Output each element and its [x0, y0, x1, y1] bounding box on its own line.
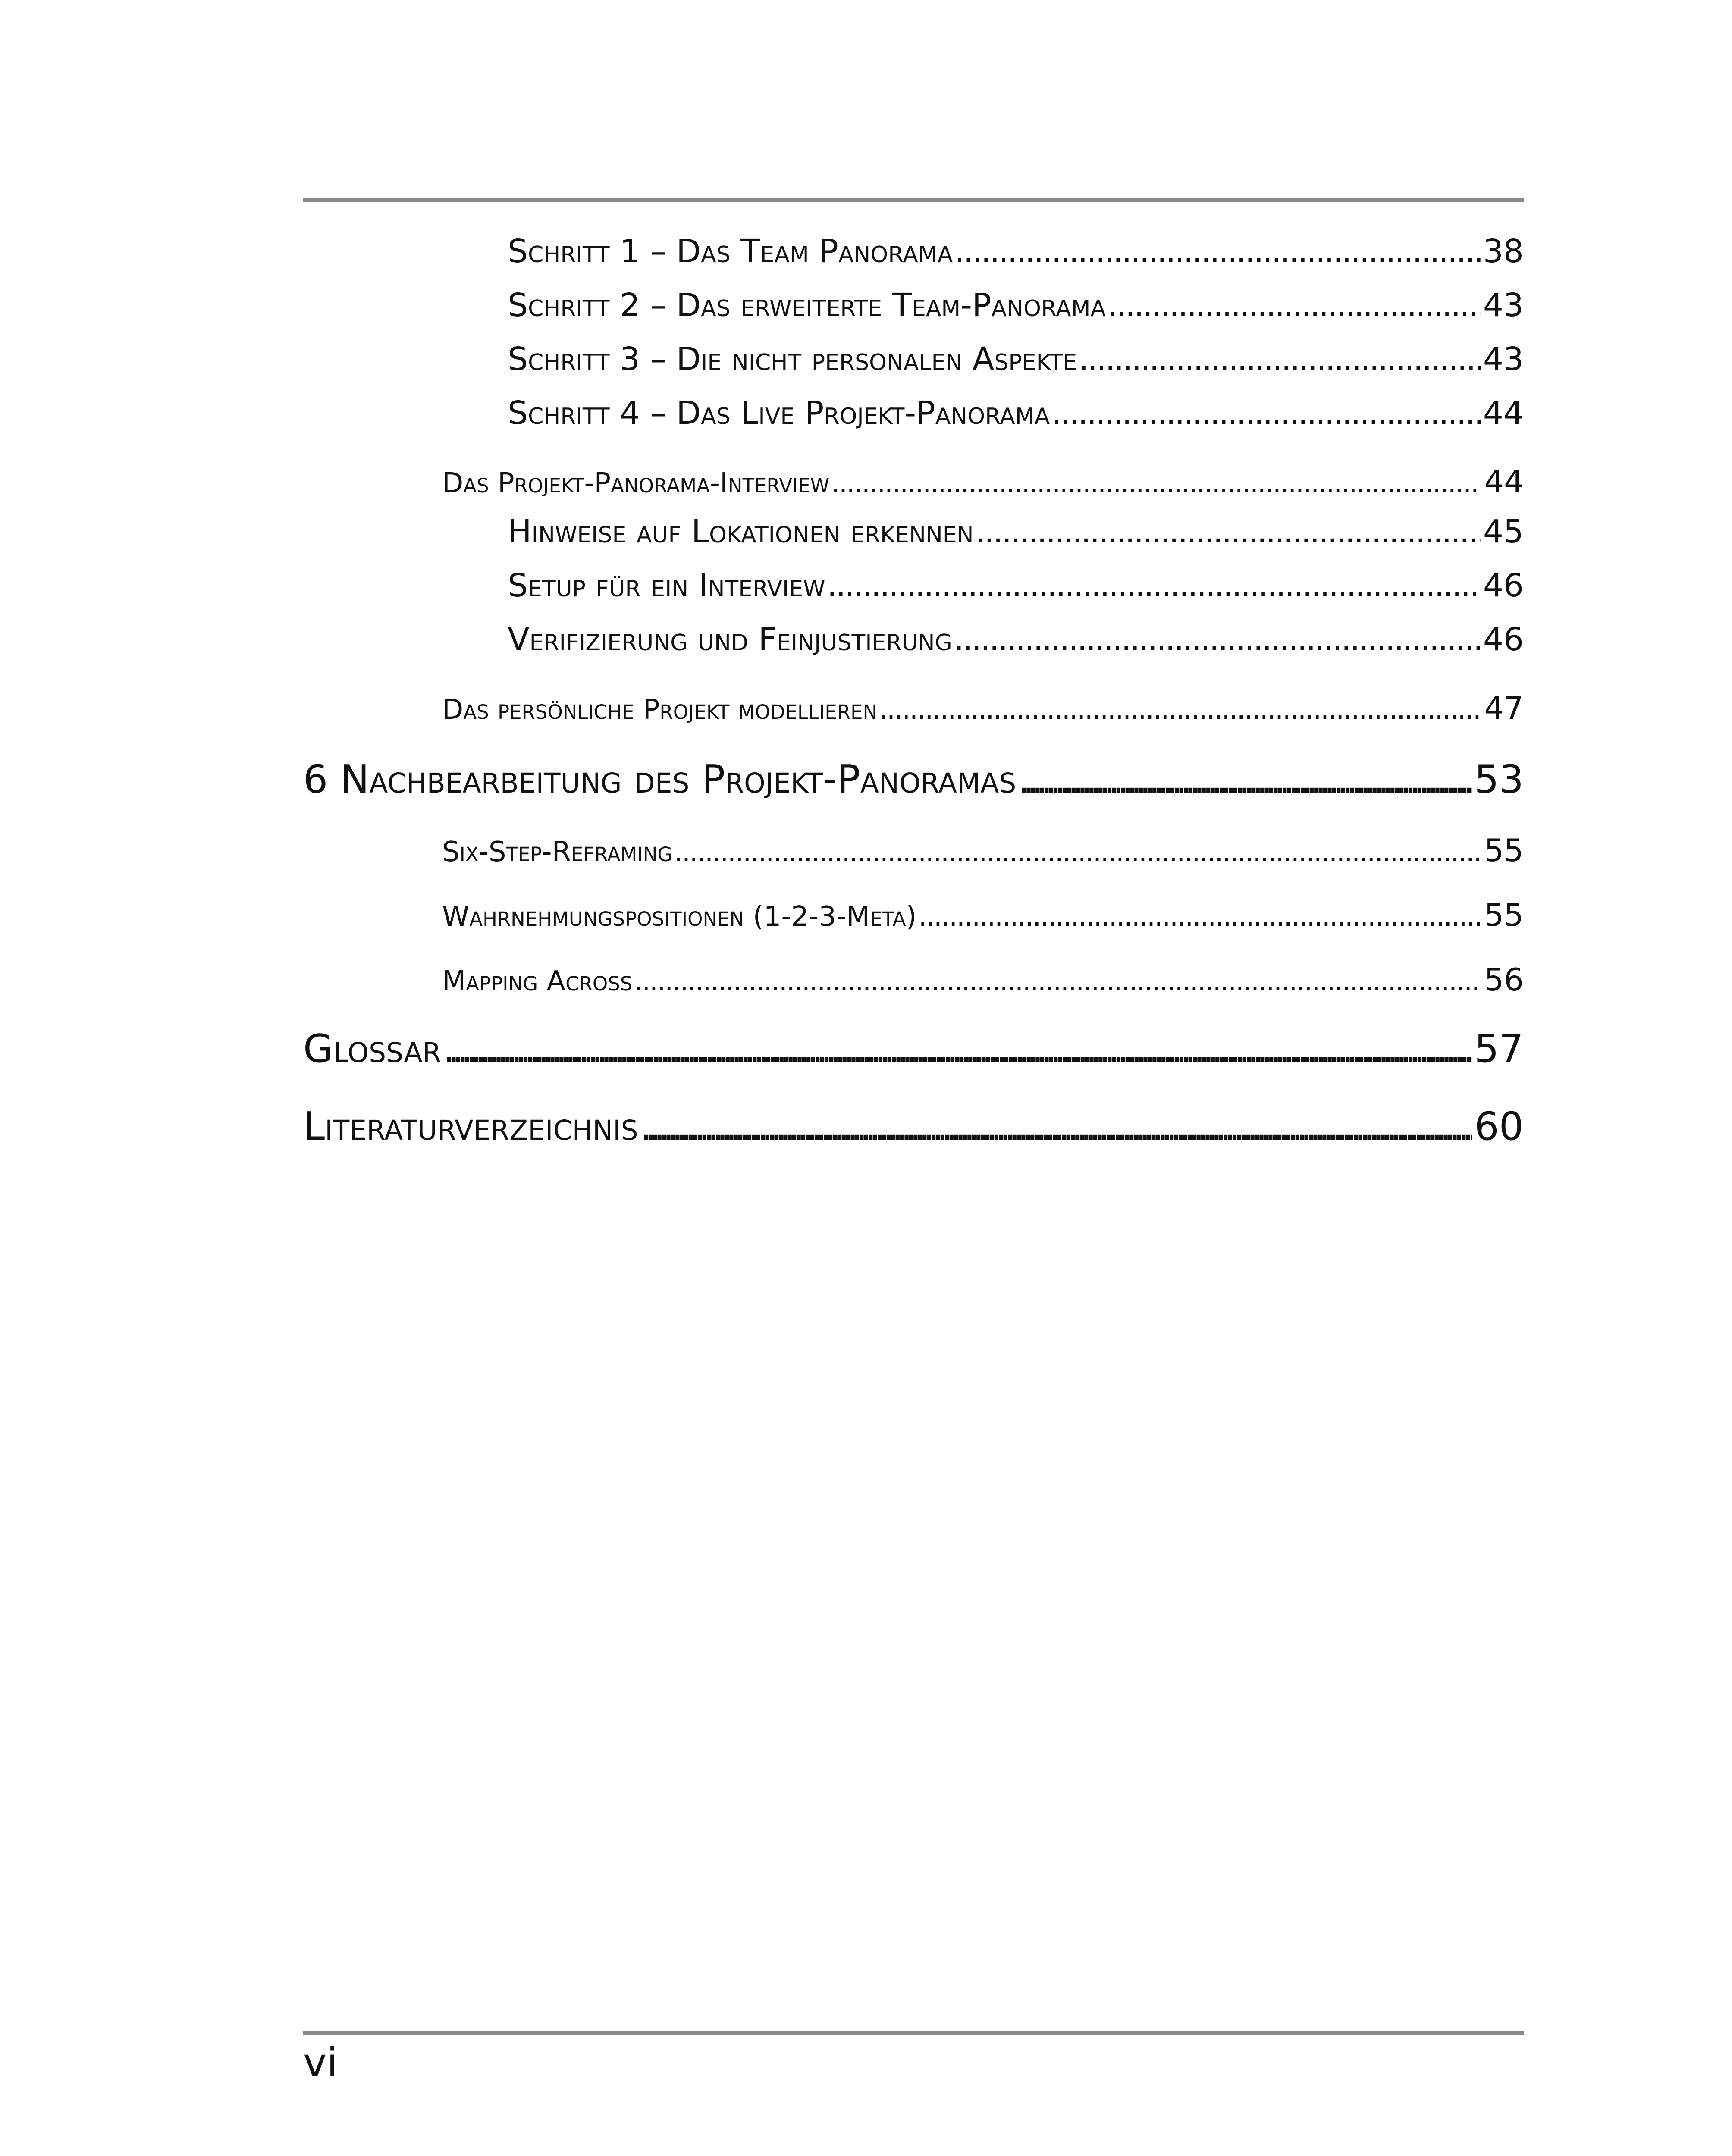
toc-dot-leader — [443, 1026, 1472, 1072]
page-number: vi — [303, 2040, 338, 2086]
toc-entry-six-step-reframing[interactable] — [442, 832, 1524, 875]
toc-entry-setup[interactable] — [508, 567, 1524, 610]
toc-entry-title: Six-Step-Reframing — [442, 836, 673, 868]
toc-dot-leader — [918, 901, 1481, 933]
toc-entry-title: Das Projekt-Panorama-Interview — [442, 467, 830, 499]
toc-entry-page: 46 — [1483, 621, 1524, 658]
toc-entry-title: Schritt 4 – Das Live Projekt-Panorama — [508, 395, 1050, 432]
toc-entry-title: Schritt 1 – Das Team Panorama — [508, 233, 953, 270]
toc-entry-schritt-3[interactable] — [508, 341, 1524, 384]
toc-dot-leader — [1079, 341, 1481, 378]
toc-entry-wahrnehmungspositionen[interactable] — [442, 897, 1524, 940]
toc-dot-leader — [1018, 757, 1472, 802]
toc-dot-leader — [640, 1104, 1472, 1149]
toc-entry-page: 57 — [1474, 1026, 1524, 1072]
toc-entry-title: Setup für ein Interview — [508, 567, 825, 604]
toc-entry-page: 43 — [1483, 287, 1524, 324]
toc-entry-literaturverzeichnis[interactable] — [303, 1104, 1524, 1160]
toc-entry-page: 47 — [1484, 690, 1524, 726]
toc-entry-chapter-6[interactable] — [303, 757, 1524, 813]
toc-entry-glossar[interactable] — [303, 1026, 1524, 1082]
toc-entry-page: 45 — [1483, 513, 1524, 550]
toc-entry-page: 44 — [1484, 464, 1524, 500]
toc-dot-leader — [827, 567, 1481, 604]
toc-entry-page: 56 — [1484, 962, 1524, 998]
toc-entry-page: 44 — [1483, 395, 1524, 432]
toc-entry-title: Literaturverzeichnis — [303, 1104, 638, 1149]
toc-dot-leader — [831, 467, 1481, 499]
toc-dot-leader — [1108, 287, 1481, 324]
toc-dot-leader — [634, 965, 1481, 997]
toc-entry-title: Hinweise auf Lokationen erkennen — [508, 513, 974, 550]
toc-dot-leader — [954, 233, 1481, 270]
toc-entry-title: Wahrnehmungspositionen (1-2-3-Meta) — [442, 901, 917, 933]
toc-entry-mapping-across[interactable] — [442, 962, 1524, 1005]
toc-entry-page: 60 — [1474, 1104, 1524, 1149]
toc-entry-page: 46 — [1483, 567, 1524, 604]
footer-rule — [303, 2031, 1524, 2035]
toc-entry-title: Schritt 2 – Das erweiterte Team-Panorama — [508, 287, 1106, 324]
toc-entry-hinweise[interactable] — [508, 513, 1524, 556]
toc-entry-page: 38 — [1483, 233, 1524, 270]
toc-entry-schritt-2[interactable] — [508, 287, 1524, 330]
toc-dot-leader — [954, 621, 1481, 658]
toc-entry-page: 55 — [1484, 897, 1524, 933]
toc-entry-title: 6 Nachbearbeitung des Projekt-Panoramas — [303, 757, 1017, 802]
toc-entry-persoenliche-projekt[interactable] — [442, 690, 1524, 733]
toc-entry-title: Schritt 3 – Die nicht personalen Aspekte — [508, 341, 1077, 378]
toc-dot-leader — [976, 513, 1481, 550]
toc-entry-page: 53 — [1474, 757, 1524, 802]
toc-entry-title: Das persönliche Projekt modellieren — [442, 694, 878, 726]
toc-entry-schritt-1[interactable] — [508, 233, 1524, 276]
toc-entry-title: Glossar — [303, 1026, 442, 1072]
header-rule — [303, 198, 1524, 202]
toc-entry-schritt-4[interactable] — [508, 395, 1524, 438]
toc-entry-projekt-panorama-interview[interactable] — [442, 464, 1524, 507]
toc-entry-page: 43 — [1483, 341, 1524, 378]
toc-dot-leader — [1051, 395, 1481, 432]
toc-dot-leader — [674, 836, 1481, 868]
toc-entry-title: Mapping Across — [442, 965, 633, 997]
toc-entry-page: 55 — [1484, 832, 1524, 868]
toc-entry-title: Verifizierung und Feinjustierung — [508, 621, 952, 658]
toc-entry-verifizierung[interactable] — [508, 621, 1524, 664]
toc-dot-leader — [879, 694, 1481, 726]
